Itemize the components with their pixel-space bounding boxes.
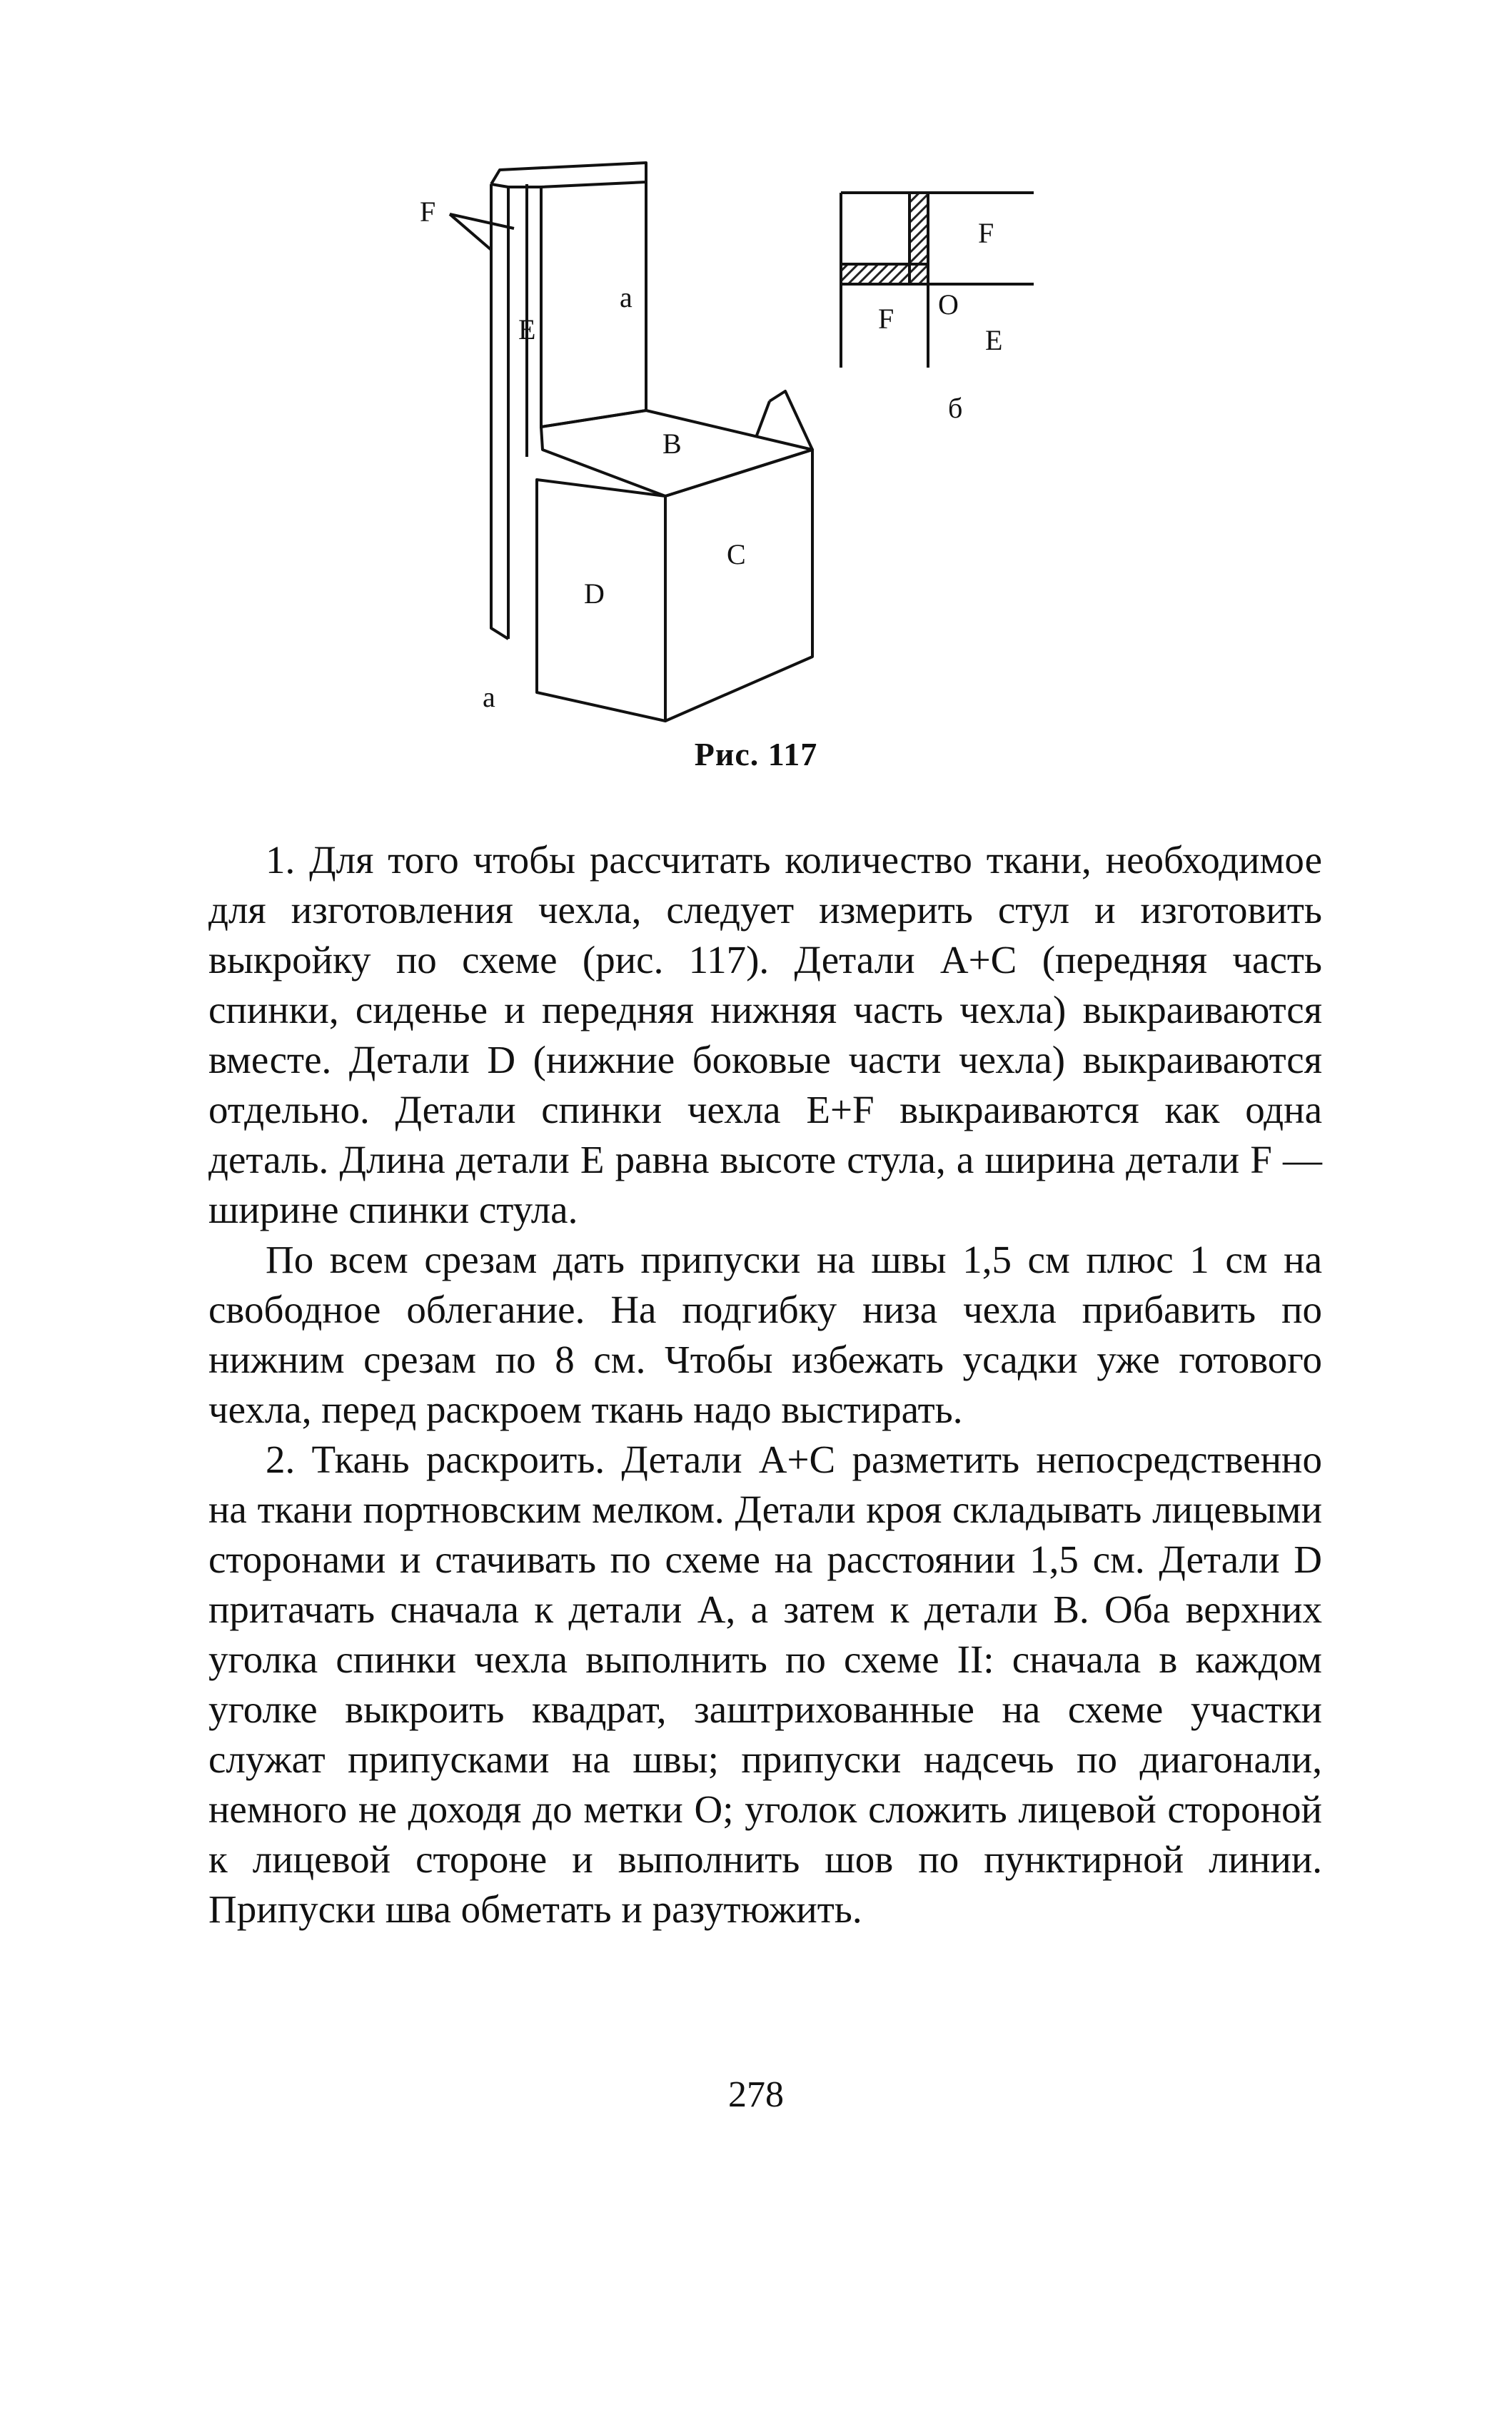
- back-strip-top: [491, 184, 541, 187]
- label-b: б: [948, 392, 963, 424]
- label-F-left: F: [878, 303, 894, 335]
- page-number: 278: [728, 2074, 784, 2115]
- chair-cover-pattern-diagram: [0, 0, 1512, 799]
- corner-detail-drawing: [841, 193, 1034, 368]
- paragraph-3: 2. Ткань раскроить. Детали А+С разметить непосредственно на ткани портновским мелком. Детали кроя складывать лицевыми сторонами и стачивать по схеме на расстоянии 1,5 см. Детали D притачать сначала к детали А, а затем к детали В. Оба верхних уголка спинки чехла выполнить по схеме II: сначала в каждом уголке выкроить квадрат, заштрихованные на схеме участки служат припусками на швы; припуски надсечь по диагонали, немного не доходя до метки О; уголок сложить лицевой стороной к лицевой стороне и выполнить шов по пунктирной линии. Припуски шва обметать и разутюжить.: [208, 1438, 1322, 1931]
- figure-117: [0, 0, 1512, 799]
- label-E: E: [518, 313, 536, 345]
- label-O: O: [938, 288, 959, 321]
- label-a-back: a: [620, 281, 632, 313]
- side-panel-c: [665, 450, 812, 721]
- hatch-horizontal: [841, 264, 909, 284]
- label-D: D: [584, 577, 605, 610]
- label-C: C: [727, 538, 746, 570]
- chair-cover-drawing: [450, 163, 812, 721]
- label-a-under: a: [483, 681, 495, 713]
- hatch-corner: [909, 264, 928, 284]
- paragraph-2: По всем срезам дать припуски на швы 1,5 см плюс 1 см на свободное облегание. На подгибку низа чехла прибавить по нижним срезам по 8 см. Чтобы избежать усадки уже готового чехла, перед раскроем ткань надо выстирать.: [208, 1238, 1322, 1431]
- label-F-top: F: [978, 217, 994, 249]
- seat-flap-edge: [757, 401, 770, 435]
- back-strip-left: [491, 184, 508, 639]
- label-B: B: [662, 428, 682, 460]
- figure-caption: Рис. 117: [694, 736, 818, 772]
- body-text: [208, 835, 1322, 1934]
- corner-labels: [878, 217, 1002, 424]
- paragraph-1: 1. Для того чтобы рассчитать количество ткани, необходимое для изготовления чехла, следует измерить стул и изготовить выкройку по схеме (рис. 117). Детали А+С (передняя часть спинки, сиденье и передняя нижняя часть чехла) выкраиваются вместе. Детали D (нижние боковые части чехла) выкраиваются отдельно. Детали спинки чехла E+F выкраиваются как одна деталь. Длина детали Е равна высоте стула, а ширина детали F — ширине спинки стула.: [208, 838, 1322, 1231]
- chair-labels: [420, 196, 746, 713]
- back-strip-outer: [491, 163, 646, 184]
- label-F: F: [420, 196, 436, 228]
- label-E-corner: E: [985, 324, 1003, 356]
